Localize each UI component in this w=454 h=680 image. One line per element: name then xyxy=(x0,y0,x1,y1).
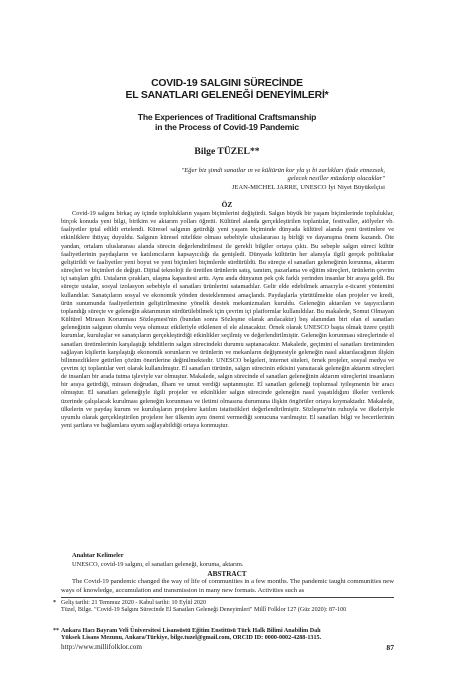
abstract-paragraph: The Covid-19 pandemic changed the way of life of communities in a few months. The pandemic taught communities new ways of knowledge, accumulation and transmission in many new formats. Activities such as xyxy=(61,578,394,594)
abstract-body xyxy=(61,578,394,595)
english-title-line-1: The Experiences of Traditional Craftsmanship xyxy=(137,112,317,122)
english-title-line-2: in the Process of Covid-19 Pandemic xyxy=(155,122,299,132)
footnote-2-mark: ** xyxy=(53,628,60,634)
keywords-text: UNESCO, covid-19 salgını, el sanatları geleneği, koruma, aktarım. xyxy=(72,561,244,568)
footnote-divider xyxy=(61,597,394,598)
oz-paragraph: Covid-19 salgını birkaç ay içinde toplulukların yaşam biçimlerini değiştirdi. Salgın büyük bir yaşam biçimlerinde topluluklar, birçok konuda yeni bilgi, birikim ve aktarım yolları öğretti. Kültürel alanda gerçekleştirilen toplantılar, festivaller, atölyeler vb. faaliyetler iptal edildi ertelendi. Küresel salgının getirdiği yeni yaşam biçiminde dünyada kültürel alanda yeni üretimlere ve etkinliklere ihtiyaç duyuldu. Salgının küresel nitelikte olması sebebiyle uluslararası iş birliği ve dayanışma önem kazandı. Öte yandan, ortalam uluslararası alanda sürecin değerlendirilmesi ile gerekli bilgiler ortaya çıktı. Bu sebeple salgın süreci kültür faaliyetlerinin paydaşların ve katılımcıların kapsayıcılığı da genişledi. Dünyada kültürün her alanıyla ilgili gerçek politikalar geliştirildi ve faaliyetler yeni boyut ve yeni biçimleri biçimlerde sürdürüldü. Bu süreçte el sanatları geleneğinin korunma, aktarım süreçleri ve biçimleri de değişti. Dijital teknoloji ile üretilen ürünlerin satış, tanıtım, pazarlama ve eğitim süreçleri, ürünlerin çevrim içi satışları gibi. Ustaların çırakları, ulaşma kapasitesi arttı. Aynı anda dünyanın pek çok farklı yerinden insanlar bir araya geldi. Bu süreçte ustalar, sosyal izolasyon sebebiyle el sanatları ürünlerini satamadılar. Gelir elde edebilmek amacıyla e-ticaret yöntemini kullandılar. Sanatçıların sosyal ve ekonomik yönden desteklenmesi amaçlandı. Paydaşlarla yürütülmekte olan projeler ve kredi, ürün sunumunda faaliyetlerinin geliştirilmesine yönelik destek mekanizmaları kuruldu. Geleneğin aktarılan ve taşıyıcıların toplandığı süreçte ve geleneğin aktarımının sürdürülebilmek için çevrim içi platformlar kullanıldılar. Bu makalede, Somut Olmayan Kültürel Mirasın Korunması Sözleşmesi'nin (bundan sonra Sözleşme olarak anılacaktır) beş alanından biri olan el sanatları geleneğinin salgının olumlu veya olumsuz etkileriyle etkilenen el ele alınacaktır. Örnek olarak UNESCO başta olmak üzere çeşitli kurumlar, kuruluşlar ve sanatçıların gerçekleştirdiği etkinlikler seçilmiş ve değerlendirilmiştir. Geleneğin korunması süreçlerinde el sanatları üretimlerinin karşılaştığı tehditlerin salgın sürecindeki durumu saptanacaktır. Makalede, geçimini el sanatları üretiminden sağlayan kişilerin karşılaştığı ekonomik sorunların ve ürünlerin ve mekanların değişmesiyle geleneğin nasıl aktarılacağının ilişkin bilinmezliklere getirilen çözüm önerilerine değinilmektedir. UNESCO belgeleri, internet siteleri, örnek projeler, sosyal medya ve çevrim içi toplantılar veri olarak kullanılmıştır. El sanatları türünün, salgın sürecinin etkisini yansıtacak geleneğin aktarım süreçleri de insanları bir arada tutma işleviyle var olmuştur. Makalede, salgın sürecinde el sanatları geleneğinin aktarım süreçlerini insanların bir araya getirdiği, mirasın doğrudan, ilham ve umut verdiği saptanmıştır. El sanatları geleneği toplumsal iyileşmenin bir aracı olmuştur. El sanatları geleneğiyle ilgili projeler ve etkinlikler salgın sürecinde geleneğin nasıl yaşatıldığını ilkeler verilerek üzerinde çalışılacak kurulması geleneğin korunması ve iletimi olmasına durumuna ilişkin öngörüler ortaya koymaktadır. Makalede, ülkelerin ve paydaş kurum ve kuruluşların projelere katılım istatistikleri değerlendirilmiştir. Sözleşme'nin ruhuyla ve ilkeleriyle uyumlu olarak gerçekleştirilen projelere her ülkenin aynı önemi vermediği sonucuna varılmıştır. El sanatları bilgi ve becerilerinin yeni şartlara ve bağlamlara uyum sağlayabildiği ortaya konmuştur. xyxy=(61,210,394,430)
footnote-2-contact: Yüksek Lisans Mezunu, Ankara/Türkiye, bilge.tuzel@gmail.com, ORCID ID: 0000-0002-4288-1315. xyxy=(61,635,322,642)
footnote-1-mark: * xyxy=(53,600,57,606)
article-title-line-1: COVID-19 SALGINI SÜRECİNDE xyxy=(151,78,303,89)
article-title-line-2: EL SANATLARI GELENEĞİ DENEYİMLERİ* xyxy=(125,90,329,101)
epigraph-attribution: JEAN-MICHEL JARRE, UNESCO İyi Niyet Büyükelçisi xyxy=(231,184,385,191)
footnote-1-citation: Tüzel, Bilge. "Covid-19 Salgını Sürecinde El Sanatları Geleneği Deneyimleri" Millî Folklor 127 (Güz 2020): 87-100 xyxy=(61,607,347,614)
oz-body xyxy=(61,210,394,430)
footnote-1-dates: Geliş tarihi: 21 Temmuz 2020 - Kabul tarihi: 10 Eylül 2020 xyxy=(61,600,207,606)
epigraph-line-1: "Eğer biz şimdi sanatlar ın ve kültürün kor yla şı bi zarlıkları ifade etmezsek, xyxy=(181,167,385,174)
abstract-heading: ABSTRACT xyxy=(207,570,247,578)
footnote-2 xyxy=(53,628,394,643)
footnote-1 xyxy=(53,600,394,615)
keywords-heading: Anahtar Kelimeler xyxy=(72,552,124,559)
author-name: Bilge TÜZEL** xyxy=(194,146,260,157)
page-number: 87 xyxy=(386,643,394,652)
oz-heading: ÖZ xyxy=(221,200,233,209)
epigraph-line-2: gelecek nesiller müzdarip olacaklar" xyxy=(287,175,385,182)
footnote-2-affiliation: Ankara Hacı Bayram Veli Üniversitesi Lisansüstü Eğitim Enstitüsü Türk Halk Bilimi Anabilim Dalı xyxy=(61,628,321,634)
journal-url-link[interactable]: http://www.millifolklor.com xyxy=(61,643,142,651)
